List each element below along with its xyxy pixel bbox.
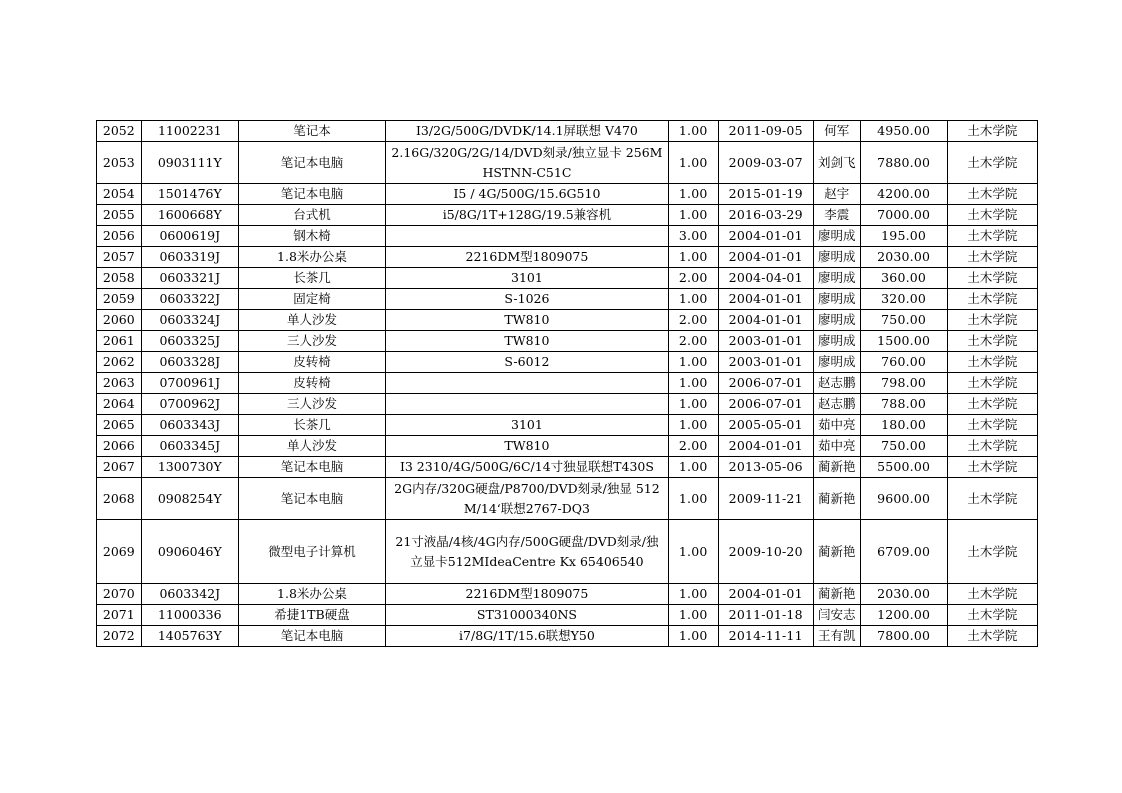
custodian-cell: 廖明成	[813, 247, 860, 268]
quantity-cell: 2.00	[668, 310, 718, 331]
table-row	[97, 247, 1038, 268]
quantity-cell: 2.00	[668, 268, 718, 289]
asset-name-cell: 固定椅	[238, 289, 385, 310]
quantity-cell: 1.00	[668, 605, 718, 626]
asset-spec-cell: S-6012	[385, 352, 668, 373]
department-cell: 土木学院	[947, 352, 1037, 373]
asset-name-cell: 台式机	[238, 205, 385, 226]
purchase-date-cell: 2004-04-01	[718, 268, 813, 289]
quantity-cell: 1.00	[668, 373, 718, 394]
purchase-date-cell: 2015-01-19	[718, 184, 813, 205]
asset-name-cell: 长茶几	[238, 415, 385, 436]
quantity-cell: 1.00	[668, 626, 718, 647]
asset-spec-cell: I5 / 4G/500G/15.6G510	[385, 184, 668, 205]
asset-code-cell: 1600668Y	[141, 205, 238, 226]
amount-cell: 2030.00	[860, 247, 947, 268]
asset-spec-cell	[385, 226, 668, 247]
asset-code-cell: 1501476Y	[141, 184, 238, 205]
quantity-cell: 1.00	[668, 415, 718, 436]
amount-cell: 320.00	[860, 289, 947, 310]
department-cell: 土木学院	[947, 331, 1037, 352]
department-cell: 土木学院	[947, 310, 1037, 331]
purchase-date-cell: 2004-01-01	[718, 310, 813, 331]
purchase-date-cell: 2003-01-01	[718, 331, 813, 352]
amount-cell: 180.00	[860, 415, 947, 436]
asset-name-cell: 1.8米办公桌	[238, 584, 385, 605]
amount-cell: 7800.00	[860, 626, 947, 647]
quantity-cell: 1.00	[668, 394, 718, 415]
row-index-cell: 2068	[97, 478, 142, 520]
row-index-cell: 2062	[97, 352, 142, 373]
row-index-cell: 2053	[97, 142, 142, 184]
custodian-cell: 赵宇	[813, 184, 860, 205]
custodian-cell: 蔺新艳	[813, 520, 860, 584]
amount-cell: 2030.00	[860, 584, 947, 605]
custodian-cell: 茹中亮	[813, 415, 860, 436]
quantity-cell: 1.00	[668, 478, 718, 520]
asset-code-cell: 0908254Y	[141, 478, 238, 520]
quantity-cell: 1.00	[668, 289, 718, 310]
custodian-cell: 廖明成	[813, 226, 860, 247]
row-index-cell: 2052	[97, 121, 142, 142]
row-index-cell: 2063	[97, 373, 142, 394]
table-row	[97, 352, 1038, 373]
asset-name-cell: 希捷1TB硬盘	[238, 605, 385, 626]
department-cell: 土木学院	[947, 205, 1037, 226]
asset-name-cell: 单人沙发	[238, 310, 385, 331]
asset-code-cell: 0603321J	[141, 268, 238, 289]
purchase-date-cell: 2006-07-01	[718, 373, 813, 394]
department-cell: 土木学院	[947, 520, 1037, 584]
table-row	[97, 520, 1038, 584]
purchase-date-cell: 2014-11-11	[718, 626, 813, 647]
amount-cell: 4200.00	[860, 184, 947, 205]
row-index-cell: 2071	[97, 605, 142, 626]
department-cell: 土木学院	[947, 289, 1037, 310]
asset-code-cell: 0603342J	[141, 584, 238, 605]
row-index-cell: 2066	[97, 436, 142, 457]
amount-cell: 788.00	[860, 394, 947, 415]
department-cell: 土木学院	[947, 605, 1037, 626]
department-cell: 土木学院	[947, 436, 1037, 457]
department-cell: 土木学院	[947, 373, 1037, 394]
department-cell: 土木学院	[947, 394, 1037, 415]
table-row	[97, 605, 1038, 626]
table-row	[97, 436, 1038, 457]
custodian-cell: 廖明成	[813, 268, 860, 289]
table-row	[97, 457, 1038, 478]
row-index-cell: 2058	[97, 268, 142, 289]
table-row	[97, 268, 1038, 289]
asset-spec-cell: i5/8G/1T+128G/19.5兼容机	[385, 205, 668, 226]
table-row	[97, 289, 1038, 310]
quantity-cell: 1.00	[668, 584, 718, 605]
asset-code-cell: 0700961J	[141, 373, 238, 394]
asset-spec-cell: TW810	[385, 310, 668, 331]
asset-code-cell: 0603322J	[141, 289, 238, 310]
purchase-date-cell: 2004-01-01	[718, 247, 813, 268]
quantity-cell: 2.00	[668, 331, 718, 352]
custodian-cell: 蔺新艳	[813, 478, 860, 520]
purchase-date-cell: 2009-11-21	[718, 478, 813, 520]
asset-code-cell: 0603325J	[141, 331, 238, 352]
custodian-cell: 王有凯	[813, 626, 860, 647]
department-cell: 土木学院	[947, 457, 1037, 478]
purchase-date-cell: 2004-01-01	[718, 584, 813, 605]
department-cell: 土木学院	[947, 121, 1037, 142]
amount-cell: 760.00	[860, 352, 947, 373]
quantity-cell: 1.00	[668, 205, 718, 226]
asset-name-cell: 笔记本电脑	[238, 478, 385, 520]
asset-spec-cell: 3101	[385, 268, 668, 289]
table-row	[97, 394, 1038, 415]
custodian-cell: 何军	[813, 121, 860, 142]
purchase-date-cell: 2013-05-06	[718, 457, 813, 478]
department-cell: 土木学院	[947, 142, 1037, 184]
asset-code-cell: 0603345J	[141, 436, 238, 457]
asset-spec-cell: 2216DM型1809075	[385, 247, 668, 268]
asset-code-cell: 0603319J	[141, 247, 238, 268]
table-row	[97, 373, 1038, 394]
custodian-cell: 廖明成	[813, 289, 860, 310]
asset-name-cell: 钢木椅	[238, 226, 385, 247]
table-body	[97, 121, 1038, 647]
department-cell: 土木学院	[947, 626, 1037, 647]
table-row	[97, 310, 1038, 331]
asset-spec-cell: I3 2310/4G/500G/6C/14寸独显联想T430S	[385, 457, 668, 478]
row-index-cell: 2069	[97, 520, 142, 584]
table-row	[97, 142, 1038, 184]
asset-spec-cell: 2216DM型1809075	[385, 584, 668, 605]
quantity-cell: 1.00	[668, 352, 718, 373]
asset-name-cell: 三人沙发	[238, 394, 385, 415]
asset-spec-cell: TW810	[385, 331, 668, 352]
asset-spec-cell	[385, 394, 668, 415]
purchase-date-cell: 2005-05-01	[718, 415, 813, 436]
department-cell: 土木学院	[947, 415, 1037, 436]
asset-name-cell: 皮转椅	[238, 373, 385, 394]
custodian-cell: 闫安志	[813, 605, 860, 626]
custodian-cell: 蔺新艳	[813, 457, 860, 478]
amount-cell: 798.00	[860, 373, 947, 394]
asset-name-cell: 长茶几	[238, 268, 385, 289]
table-row	[97, 205, 1038, 226]
row-index-cell: 2064	[97, 394, 142, 415]
row-index-cell: 2055	[97, 205, 142, 226]
asset-spec-cell: I3/2G/500G/DVDK/14.1屏联想 V470	[385, 121, 668, 142]
table-row	[97, 184, 1038, 205]
asset-name-cell: 微型电子计算机	[238, 520, 385, 584]
row-index-cell: 2056	[97, 226, 142, 247]
amount-cell: 4950.00	[860, 121, 947, 142]
custodian-cell: 廖明成	[813, 352, 860, 373]
purchase-date-cell: 2004-01-01	[718, 226, 813, 247]
department-cell: 土木学院	[947, 226, 1037, 247]
custodian-cell: 刘剑飞	[813, 142, 860, 184]
asset-name-cell: 单人沙发	[238, 436, 385, 457]
amount-cell: 1500.00	[860, 331, 947, 352]
department-cell: 土木学院	[947, 184, 1037, 205]
department-cell: 土木学院	[947, 268, 1037, 289]
purchase-date-cell: 2011-01-18	[718, 605, 813, 626]
asset-name-cell: 笔记本	[238, 121, 385, 142]
custodian-cell: 廖明成	[813, 331, 860, 352]
asset-spec-cell: ST31000340NS	[385, 605, 668, 626]
row-index-cell: 2070	[97, 584, 142, 605]
row-index-cell: 2061	[97, 331, 142, 352]
department-cell: 土木学院	[947, 478, 1037, 520]
amount-cell: 750.00	[860, 310, 947, 331]
table-row	[97, 226, 1038, 247]
asset-spec-cell	[385, 373, 668, 394]
purchase-date-cell: 2004-01-01	[718, 289, 813, 310]
purchase-date-cell: 2016-03-29	[718, 205, 813, 226]
quantity-cell: 1.00	[668, 184, 718, 205]
quantity-cell: 1.00	[668, 457, 718, 478]
quantity-cell: 1.00	[668, 247, 718, 268]
amount-cell: 360.00	[860, 268, 947, 289]
quantity-cell: 1.00	[668, 142, 718, 184]
row-index-cell: 2065	[97, 415, 142, 436]
row-index-cell: 2057	[97, 247, 142, 268]
asset-table	[96, 120, 1038, 647]
department-cell: 土木学院	[947, 247, 1037, 268]
table-row	[97, 331, 1038, 352]
asset-spec-cell: TW810	[385, 436, 668, 457]
department-cell: 土木学院	[947, 584, 1037, 605]
custodian-cell: 茹中亮	[813, 436, 860, 457]
purchase-date-cell: 2006-07-01	[718, 394, 813, 415]
amount-cell: 7000.00	[860, 205, 947, 226]
custodian-cell: 廖明成	[813, 310, 860, 331]
purchase-date-cell: 2004-01-01	[718, 436, 813, 457]
purchase-date-cell: 2011-09-05	[718, 121, 813, 142]
amount-cell: 195.00	[860, 226, 947, 247]
asset-name-cell: 三人沙发	[238, 331, 385, 352]
asset-spec-cell: i7/8G/1T/15.6联想Y50	[385, 626, 668, 647]
quantity-cell: 3.00	[668, 226, 718, 247]
table-row	[97, 478, 1038, 520]
amount-cell: 5500.00	[860, 457, 947, 478]
table-row	[97, 415, 1038, 436]
row-index-cell: 2067	[97, 457, 142, 478]
table-row	[97, 584, 1038, 605]
amount-cell: 9600.00	[860, 478, 947, 520]
table-row	[97, 121, 1038, 142]
custodian-cell: 李震	[813, 205, 860, 226]
asset-spec-cell: 2G内存/320G硬盘/P8700/DVD刻录/独显 512M/14‘联想2767-DQ3	[385, 478, 668, 520]
row-index-cell: 2059	[97, 289, 142, 310]
asset-name-cell: 笔记本电脑	[238, 626, 385, 647]
asset-name-cell: 笔记本电脑	[238, 142, 385, 184]
amount-cell: 1200.00	[860, 605, 947, 626]
asset-code-cell: 0603343J	[141, 415, 238, 436]
asset-code-cell: 11002231	[141, 121, 238, 142]
asset-code-cell: 0906046Y	[141, 520, 238, 584]
asset-name-cell: 1.8米办公桌	[238, 247, 385, 268]
asset-code-cell: 0903111Y	[141, 142, 238, 184]
asset-code-cell: 0603328J	[141, 352, 238, 373]
asset-spec-cell: 3101	[385, 415, 668, 436]
asset-spec-cell: 2.16G/320G/2G/14/DVD刻录/独立显卡 256MHSTNN-C51C	[385, 142, 668, 184]
asset-code-cell: 1405763Y	[141, 626, 238, 647]
amount-cell: 6709.00	[860, 520, 947, 584]
custodian-cell: 蔺新艳	[813, 584, 860, 605]
purchase-date-cell: 2009-03-07	[718, 142, 813, 184]
custodian-cell: 赵志鹏	[813, 373, 860, 394]
custodian-cell: 赵志鹏	[813, 394, 860, 415]
purchase-date-cell: 2009-10-20	[718, 520, 813, 584]
quantity-cell: 1.00	[668, 520, 718, 584]
table-row	[97, 626, 1038, 647]
asset-spec-cell: 21寸液晶/4核/4G内存/500G硬盘/DVD刻录/独立显卡512MIdeaCentre Kx 65406540	[385, 520, 668, 584]
asset-code-cell: 1300730Y	[141, 457, 238, 478]
row-index-cell: 2054	[97, 184, 142, 205]
amount-cell: 750.00	[860, 436, 947, 457]
asset-name-cell: 笔记本电脑	[238, 184, 385, 205]
asset-code-cell: 11000336	[141, 605, 238, 626]
asset-code-cell: 0700962J	[141, 394, 238, 415]
quantity-cell: 2.00	[668, 436, 718, 457]
asset-spec-cell: S-1026	[385, 289, 668, 310]
asset-name-cell: 皮转椅	[238, 352, 385, 373]
row-index-cell: 2060	[97, 310, 142, 331]
asset-code-cell: 0600619J	[141, 226, 238, 247]
row-index-cell: 2072	[97, 626, 142, 647]
asset-code-cell: 0603324J	[141, 310, 238, 331]
amount-cell: 7880.00	[860, 142, 947, 184]
asset-name-cell: 笔记本电脑	[238, 457, 385, 478]
quantity-cell: 1.00	[668, 121, 718, 142]
purchase-date-cell: 2003-01-01	[718, 352, 813, 373]
